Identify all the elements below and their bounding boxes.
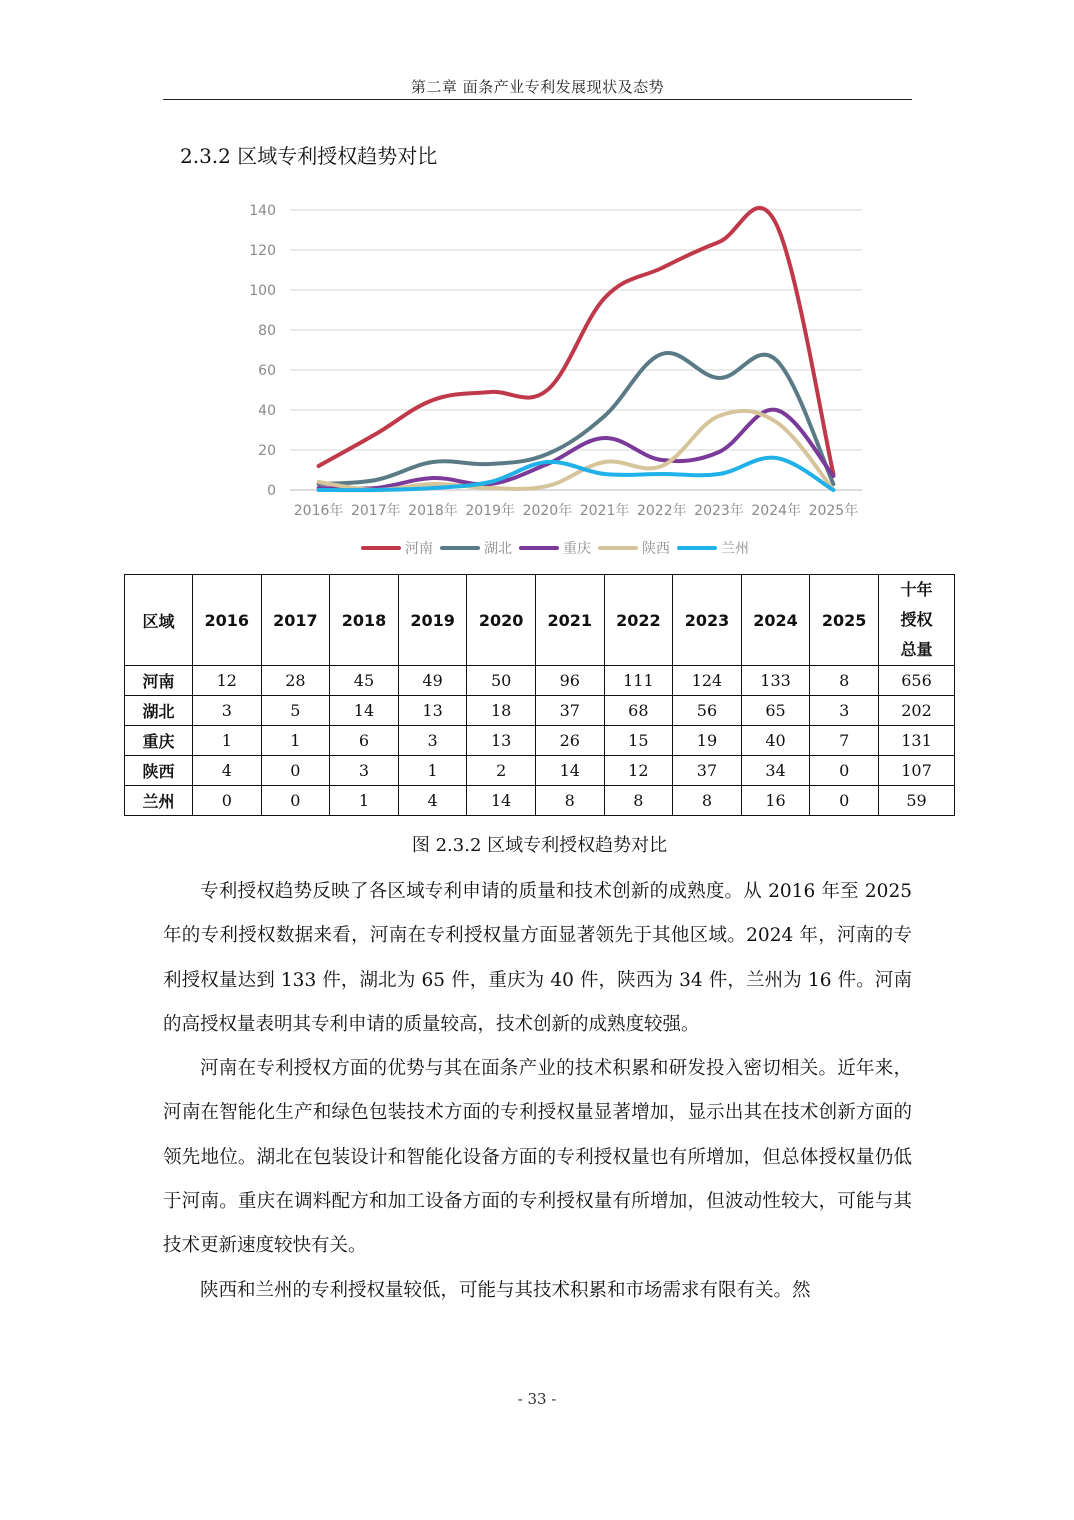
body-text bbox=[163, 870, 912, 1313]
paragraph: 陕西和兰州的专利授权量较低，可能与其技术积累和市场需求有限有关。然 bbox=[200, 1279, 811, 1301]
y-tick-label: 0 bbox=[267, 483, 276, 499]
x-tick-label: 2021年 bbox=[579, 503, 630, 519]
table-cell: 1 bbox=[398, 756, 467, 786]
x-tick-label: 2017年 bbox=[350, 503, 401, 519]
row-region-label: 重庆 bbox=[125, 726, 193, 756]
table-row bbox=[125, 756, 955, 786]
table-cell: 12 bbox=[604, 756, 673, 786]
table-cell: 3 bbox=[330, 756, 399, 786]
column-header: 2017 bbox=[261, 575, 330, 666]
legend-label: 重庆 bbox=[563, 541, 591, 557]
y-tick-label: 40 bbox=[258, 403, 276, 419]
paragraph: 河南在专利授权方面的优势与其在面条产业的技术积累和研发投入密切相关。近年来，河南在智能化生产和绿色包装技术方面的专利授权量显著增加，显示出其在技术创新方面的领先地位。湖北在包装设计和智能化设备方面的专利授权量也有所增加，但总体授权量仍低于河南。重庆在调料配方和加工设备方面的专利授权量有所增加，但波动性较大，可能与其技术更新速度较快有关。 bbox=[163, 1058, 912, 1257]
column-header: 2016 bbox=[193, 575, 262, 666]
table-cell: 5 bbox=[261, 696, 330, 726]
x-tick-label: 2024年 bbox=[751, 503, 802, 519]
table-cell: 37 bbox=[673, 756, 742, 786]
table-cell: 14 bbox=[330, 696, 399, 726]
figure-caption: 图 2.3.2 区域专利授权趋势对比 bbox=[411, 835, 668, 856]
table-cell: 14 bbox=[467, 786, 536, 816]
series-line-河南 bbox=[319, 208, 834, 474]
table-cell: 7 bbox=[810, 726, 879, 756]
table-cell: 8 bbox=[673, 786, 742, 816]
x-tick-label: 2016年 bbox=[293, 503, 344, 519]
patent-grant-table bbox=[124, 574, 955, 816]
table-cell: 131 bbox=[879, 726, 955, 756]
column-header: 2018 bbox=[330, 575, 399, 666]
legend-label: 河南 bbox=[405, 541, 433, 557]
column-header: 2025 bbox=[810, 575, 879, 666]
table-cell: 0 bbox=[810, 786, 879, 816]
table-cell: 8 bbox=[604, 786, 673, 816]
row-region-label: 湖北 bbox=[125, 696, 193, 726]
table-cell: 96 bbox=[535, 666, 604, 696]
table-cell: 107 bbox=[879, 756, 955, 786]
column-header: 2020 bbox=[467, 575, 536, 666]
legend-label: 湖北 bbox=[484, 541, 512, 557]
table-cell: 65 bbox=[741, 696, 810, 726]
table-row bbox=[125, 786, 955, 816]
row-region-label: 河南 bbox=[125, 666, 193, 696]
table-cell: 0 bbox=[193, 786, 262, 816]
table-cell: 4 bbox=[398, 786, 467, 816]
header-divider bbox=[163, 99, 912, 100]
table-cell: 49 bbox=[398, 666, 467, 696]
table-cell: 0 bbox=[261, 756, 330, 786]
table-row bbox=[125, 726, 955, 756]
table-cell: 4 bbox=[193, 756, 262, 786]
table-cell: 111 bbox=[604, 666, 673, 696]
table-cell: 56 bbox=[673, 696, 742, 726]
table-cell: 16 bbox=[741, 786, 810, 816]
x-tick-label: 2018年 bbox=[408, 503, 458, 519]
table-cell: 50 bbox=[467, 666, 536, 696]
table-cell: 2 bbox=[467, 756, 536, 786]
table-row bbox=[125, 696, 955, 726]
y-tick-label: 120 bbox=[249, 243, 276, 259]
table-cell: 13 bbox=[398, 696, 467, 726]
table-cell: 6 bbox=[330, 726, 399, 756]
table-cell: 26 bbox=[535, 726, 604, 756]
page-number: - 33 - bbox=[517, 1390, 557, 1408]
table-cell: 1 bbox=[193, 726, 262, 756]
x-tick-label: 2022年 bbox=[636, 503, 687, 519]
table-cell: 28 bbox=[261, 666, 330, 696]
x-tick-label: 2025年 bbox=[808, 503, 859, 519]
table-cell: 18 bbox=[467, 696, 536, 726]
paragraph: 专利授权趋势反映了各区域专利申请的质量和技术创新的成熟度。从 2016 年至 2025 年的专利授权数据来看，河南在专利授权量方面显著领先于其他区域。2024 年，河南的专利授权量达到 133 件，湖北为 65 件，重庆为 40 件，陕西为 34 件，兰州为 16 件。河南的高授权量表明其专利申请的质量较高，技术创新的成熟度较强。 bbox=[163, 881, 912, 1035]
table-cell: 3 bbox=[810, 696, 879, 726]
table-header-row bbox=[125, 575, 955, 666]
table-cell: 202 bbox=[879, 696, 955, 726]
legend-label: 兰州 bbox=[721, 541, 749, 557]
table-cell: 3 bbox=[398, 726, 467, 756]
section-title: 2.3.2 区域专利授权趋势对比 bbox=[180, 144, 438, 168]
column-header: 2019 bbox=[398, 575, 467, 666]
table-cell: 0 bbox=[810, 756, 879, 786]
table-cell: 656 bbox=[879, 666, 955, 696]
row-region-label: 陕西 bbox=[125, 756, 193, 786]
column-header: 2023 bbox=[673, 575, 742, 666]
table-cell: 0 bbox=[261, 786, 330, 816]
row-region-label: 兰州 bbox=[125, 786, 193, 816]
page-header: 第二章 面条产业专利发展现状及态势 bbox=[410, 78, 665, 96]
table-cell: 13 bbox=[467, 726, 536, 756]
column-header: 2021 bbox=[535, 575, 604, 666]
table-cell: 124 bbox=[673, 666, 742, 696]
y-tick-label: 80 bbox=[258, 323, 276, 339]
table-cell: 133 bbox=[741, 666, 810, 696]
column-header: 十年授权总量 bbox=[879, 575, 955, 666]
table-cell: 68 bbox=[604, 696, 673, 726]
column-header: 2024 bbox=[741, 575, 810, 666]
x-tick-label: 2019年 bbox=[465, 503, 516, 519]
table-row bbox=[125, 666, 955, 696]
table-cell: 34 bbox=[741, 756, 810, 786]
table-cell: 8 bbox=[810, 666, 879, 696]
table-cell: 14 bbox=[535, 756, 604, 786]
x-tick-label: 2020年 bbox=[522, 503, 573, 519]
table-cell: 12 bbox=[193, 666, 262, 696]
table-cell: 3 bbox=[193, 696, 262, 726]
table-cell: 59 bbox=[879, 786, 955, 816]
x-tick-label: 2023年 bbox=[694, 503, 744, 519]
table-cell: 40 bbox=[741, 726, 810, 756]
y-tick-label: 20 bbox=[258, 443, 276, 459]
y-tick-label: 140 bbox=[249, 203, 276, 219]
table-cell: 8 bbox=[535, 786, 604, 816]
column-header: 2022 bbox=[604, 575, 673, 666]
legend-label: 陕西 bbox=[642, 541, 670, 557]
table-cell: 19 bbox=[673, 726, 742, 756]
table-cell: 45 bbox=[330, 666, 399, 696]
table-cell: 15 bbox=[604, 726, 673, 756]
y-tick-label: 100 bbox=[249, 283, 276, 299]
y-tick-label: 60 bbox=[258, 363, 276, 379]
table-cell: 1 bbox=[330, 786, 399, 816]
table-cell: 1 bbox=[261, 726, 330, 756]
table-cell: 37 bbox=[535, 696, 604, 726]
trend-line-chart bbox=[235, 190, 875, 565]
column-header: 区域 bbox=[125, 575, 193, 666]
